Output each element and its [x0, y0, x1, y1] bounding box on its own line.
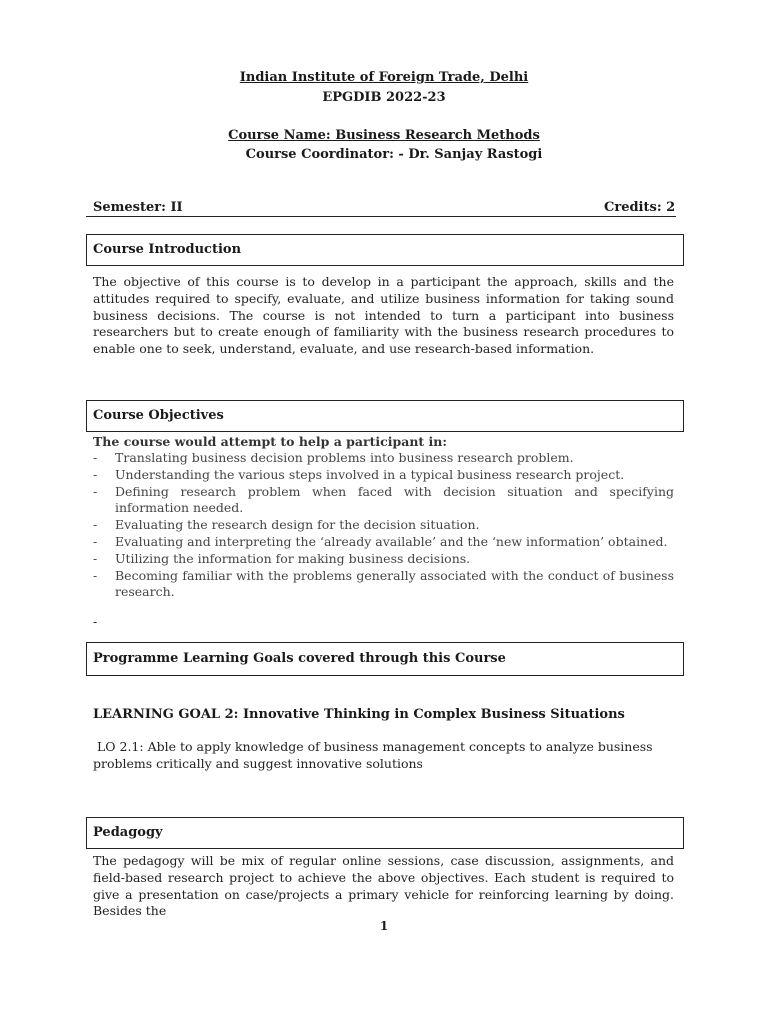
course-name: Course Name: Business Research Methods	[228, 128, 540, 143]
page-number: 1	[379, 919, 389, 933]
list-item: - Utilizing the information for making business decisions.	[93, 550, 471, 566]
list-item: - Evaluating the research design for the decision situation.	[93, 517, 480, 533]
learning-goals-heading: Programme Learning Goals covered through this Course	[86, 642, 684, 676]
learning-outcome-text: LO 2.1: Able to apply knowledge of business management concepts to analyze business problems critically and suggest innovative solutions	[93, 739, 657, 771]
objectives-list	[93, 450, 674, 601]
course-objectives-heading: Course Objectives	[86, 400, 684, 432]
header-divider	[86, 216, 676, 217]
list-item: - Defining research problem when faced with decision situation and specifying information needed.	[93, 483, 674, 516]
list-item: - Becoming familiar with the problems generally associated with the conduct of business research.	[93, 567, 674, 600]
objectives-lead: The course would attempt to help a participant in:	[93, 434, 447, 449]
list-item: - Evaluating and interpreting the ‘already available’ and the ‘new information’ obtained.	[93, 533, 668, 549]
pedagogy-heading: Pedagogy	[86, 817, 684, 849]
pedagogy-text: The pedagogy will be mix of regular online sessions, case discussion, assignments, and field-based research project to achieve the above objectives. Each student is required to give a presentation on case/projects a primary vehicle for reinforcing learning by doing. Besides the	[93, 853, 674, 919]
course-introduction-heading: Course Introduction	[86, 234, 684, 266]
credits-label: Credits: 2	[604, 200, 676, 215]
institute-title: Indian Institute of Foreign Trade, Delhi	[239, 70, 529, 85]
list-item: - Understanding the various steps involved in a typical business research project.	[93, 466, 625, 482]
course-coordinator: Course Coordinator: - Dr. Sanjay Rastogi	[245, 147, 543, 162]
learning-goal-title: LEARNING GOAL 2: Innovative Thinking in Complex Business Situations	[93, 707, 625, 722]
course-introduction-text: The objective of this course is to develop in a participant the approach, skills and the attitudes required to specify, evaluate, and utilize business information for taking sound business decisions. The course is not intended to turn a participant into business researchers but to create enough of familiarity with the business research procedures to enable one to seek, understand, evaluate, and use research-based information.	[93, 274, 674, 357]
program-title: EPGDIB 2022-23	[322, 90, 446, 105]
semester-label: Semester: II	[93, 200, 183, 215]
trailing-dash: -	[93, 614, 98, 629]
list-item: - Translating business decision problems into business research problem.	[93, 450, 574, 465]
